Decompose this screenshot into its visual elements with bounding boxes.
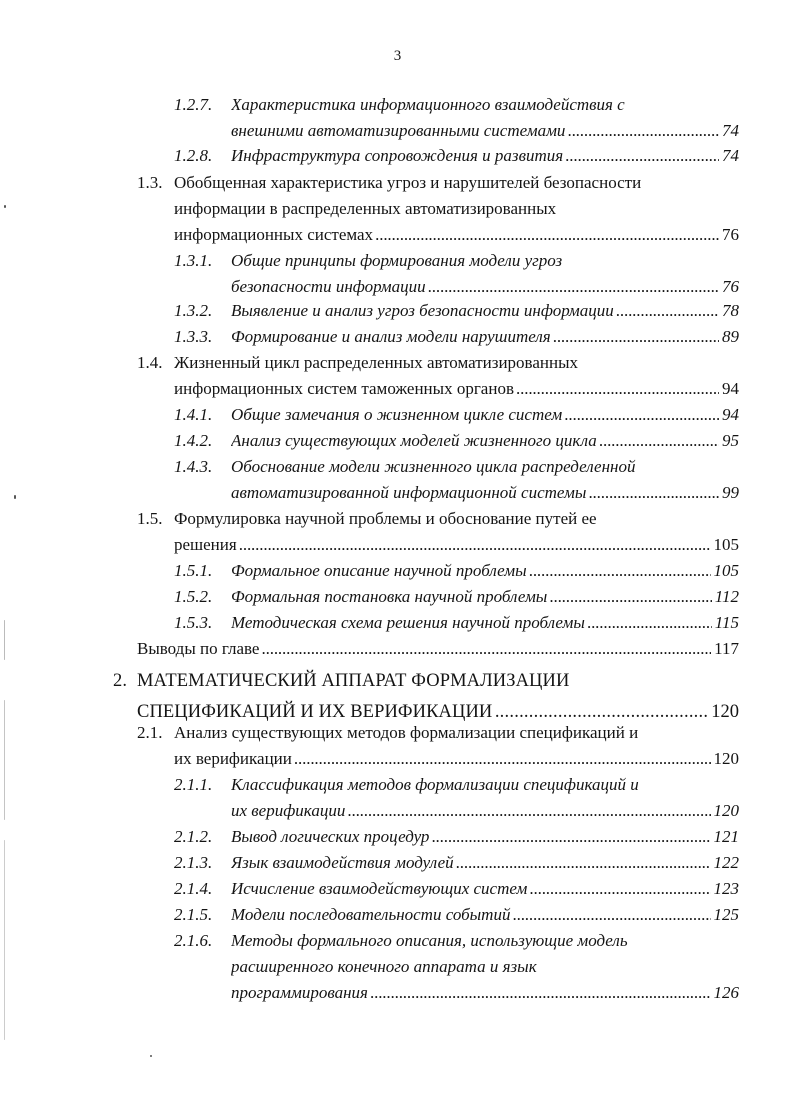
toc-entry-page: 105 [711,532,740,558]
toc-entry-title: решения . . . [174,532,735,558]
toc-entry-title: Общие замечания о жизненном цикле систем . . . [231,402,735,428]
toc-entry-number: 1.4.3. [174,457,213,476]
toc-entry-title: Язык взаимодействия модулей . . . [231,850,735,876]
toc-entry-number: 2.1.3. [174,853,213,872]
toc-entry-title: Вывод логических процедур . . . [231,824,735,850]
toc-entry-title: Анализ существующих моделей жизненного цикла . . . [231,428,735,454]
toc-entry-number: 2.1. [137,723,163,742]
toc-entry-page: 74 [719,118,739,144]
toc-entry-page: 120 [711,798,740,824]
toc-entry-title: Формальная постановка научной проблемы . . . [231,584,735,610]
toc-entry-page: 76 [719,274,739,300]
toc-entry-title: Обобщенная характеристика угроз и нарушителей безопасности [174,173,642,192]
toc-entry-number: 2. [113,671,128,691]
toc-entry-number: 1.5.2. [174,587,213,606]
toc-entry-title: Методическая схема решения научной проблемы . . . [231,610,735,636]
toc-entry-page: 123 [711,876,740,902]
toc-entry-number: 1.5.3. [174,613,213,632]
toc-entry-page: 112 [712,584,739,610]
toc-entry-title: Формальное описание научной проблемы . . . [231,558,735,584]
toc-entry-page: 115 [712,610,739,636]
toc-entry-title: Формулировка научной проблемы и обоснование путей ее [174,509,597,528]
scan-mark [4,840,5,1040]
toc-entry-page: 122 [711,850,740,876]
toc-entry-title: информационных систем таможенных органов . . . [174,376,735,402]
toc-entry-title: Жизненный цикл распределенных автоматизированных [174,353,579,372]
toc-entry-number: 1.3.1. [174,251,213,270]
toc-entry-page: 99 [719,480,739,506]
toc-entry-page: 120 [708,699,739,725]
toc-entry-title: расширенного конечного аппарата и язык [231,957,537,976]
toc-entry-number: 2.1.5. [174,905,213,924]
toc-entry-title: Инфраструктура сопровождения и развития . . . [231,143,735,169]
toc-entry-title: внешними автоматизированными системами . . . [231,118,735,144]
toc-entry-number: 2.1.4. [174,879,213,898]
toc-entry-title: Характеристика информационного взаимодействия с [231,95,625,114]
toc-entry-page: 95 [719,428,739,454]
toc-entry-page: 89 [719,324,739,350]
toc-entry-title: информационных системах . . . [174,222,735,248]
toc-entry-number: 1.3. [137,173,163,192]
toc-entry-title: Выводы по главе . . . [137,636,735,662]
toc-entry-title: автоматизированной информационной системы . . . [231,480,735,506]
scan-mark [150,1055,152,1057]
toc-entry-number: 2.1.6. [174,931,213,950]
toc-entry-title: Модели последовательности событий . . . [231,902,735,928]
toc-entry-title: Исчисление взаимодействующих систем . . . [231,876,735,902]
toc-entry-number: 1.3.2. [174,301,213,320]
toc-entry-title: Классификация методов формализации спецификаций и [231,775,639,794]
toc-entry-page: 126 [711,980,740,1006]
scan-mark [4,700,5,820]
toc-entry-title: СПЕЦИФИКАЦИЙ И ИХ ВЕРИФИКАЦИИ . . . [137,699,735,725]
toc-entry-page: 94 [719,376,739,402]
toc-entry-title: их верификации . . . [231,798,735,824]
toc-entry-title: Обоснование модели жизненного цикла распределенной [231,457,636,476]
toc-entry-title: безопасности информации . . . [231,274,735,300]
toc-entry-page: 121 [711,824,740,850]
toc-entry-number: 1.4.1. [174,405,213,424]
toc-entry-title: Формирование и анализ модели нарушителя . . . [231,324,735,350]
scan-mark [4,620,5,660]
toc-entry-page: 74 [719,143,739,169]
toc-entry-title: их верификации . . . [174,746,735,772]
toc-entry-page: 78 [719,298,739,324]
toc-entry-page: 125 [711,902,740,928]
toc-entry-title: Методы формального описания, использующие модель [231,931,628,950]
scan-mark [14,495,16,499]
toc-entry-page: 117 [711,636,739,662]
scan-mark [4,205,6,208]
toc-entry-title: Выявление и анализ угроз безопасности информации . . . [231,298,735,324]
toc-entry-number: 2.1.2. [174,827,213,846]
page-number: 3 [393,48,402,64]
toc-entry-number: 1.5. [137,509,163,528]
toc-entry-title: программирования . . . [231,980,735,1006]
toc-entry-page: 105 [711,558,740,584]
toc-entry-number: 1.4.2. [174,431,213,450]
toc-entry-number: 1.4. [137,353,163,372]
toc-entry-number: 1.3.3. [174,327,213,346]
toc-entry-number: 2.1.1. [174,775,213,794]
toc-entry-title: МАТЕМАТИЧЕСКИЙ АППАРАТ ФОРМАЛИЗАЦИИ [137,671,570,691]
toc-entry-number: 1.2.7. [174,95,213,114]
toc-entry-number: 1.2.8. [174,146,213,165]
toc-entry-number: 1.5.1. [174,561,213,580]
toc-entry-page: 76 [719,222,739,248]
toc-entry-page: 94 [719,402,739,428]
toc-entry-title: информации в распределенных автоматизированных [174,199,557,218]
toc-entry-page: 120 [711,746,740,772]
toc-entry-title: Общие принципы формирования модели угроз [231,251,563,270]
toc-entry-title: Анализ существующих методов формализации спецификаций и [174,723,639,742]
